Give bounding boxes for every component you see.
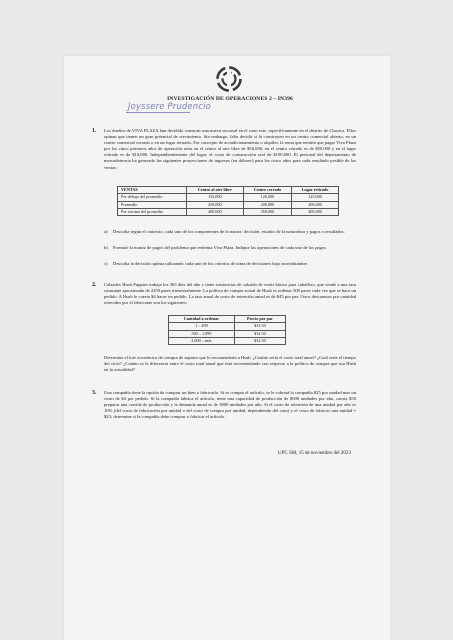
table-cell: 350,000 xyxy=(243,208,291,215)
question-1-text: Los dueños de VIVA PLAZA han decidido construir una nueva sucursal en el cono este, específicamente en el distrito de Chosica. Ellos opinan que tienen un gran potencial de crecimiento. Sin embargo, falta decidir si la construyen en un centro comercial abierto, en un centro comercial cerrado o en un lugar retirado. Por concepto de acondicionamiento o alquiler, la renta que tendría que pagar Viva Plaza por los cinco primeros años de operación seria en el centro al aire libre de $50,000, en el centro cerrado es de $50,000 y en el lugar retirado es de $10,000. Independientemente del lugar, el costo de construcción será de $100,000. El personal del departamento de mercadotecnia ha generado las siguientes proyecciones de ingresos (en dólares) para los cinco años para cada resultado posible de las ventas: xyxy=(104,128,356,170)
question-2-text: Calzados Hush Puppies trabaja los 365 días del año y tiene existencias de calzado de vestir básico para caballero, que vende a una tasa constante aproximada de 2250 pares trimestralmente. La política de compra actual de Hush es ordenar 500 pares cada vez que se hace un pedido. A Hush le cuesta $4 hacer un pedido. La tasa anual de costo de retención anual es de $45 por par. Otros descuentos por cantidad ofrecidos por el fabricante son los siguientes: xyxy=(104,282,356,306)
table-header-row xyxy=(118,187,339,194)
table-cell: 120,000 xyxy=(243,194,291,201)
university-logo xyxy=(216,66,242,92)
table-row xyxy=(118,201,339,208)
table-row xyxy=(169,323,286,330)
table-cell: $34.50 xyxy=(234,330,285,337)
question-2-question: Determine el lote económico de compra de zapatos que le recomendaría a Hush. ¿Cuánto sería el costo total anual? ¿Cuál sería el tiempo del ciclo? ¿Cuánto es la diferencia entre el costo total anual que está recomendando con respecto a la política de compra que usa Hush en la actualidad? xyxy=(104,355,356,373)
item-letter: b) xyxy=(104,245,108,250)
item-letter: a) xyxy=(104,229,108,234)
handwritten-name: Joyssere Prudencio xyxy=(128,101,211,111)
table-cell: 2,000 – más xyxy=(169,337,235,344)
table-cell: $33.50 xyxy=(234,323,285,330)
table-header: Cantidad a ordenar xyxy=(169,316,235,323)
item-text: Describa la decisión optima utilizando cada uno de los criterios de toma de decisiones bajo incertidumbre. xyxy=(113,261,309,266)
item-text: Describa según el contexto, cada uno de los componentes de la matriz: decisión, estados de la naturaleza y pagos o resultados. xyxy=(113,229,345,234)
table-cell: 250,000 xyxy=(186,201,243,208)
table-header: Centro cerrado xyxy=(243,187,291,194)
table-cell: $32.50 xyxy=(234,337,285,344)
table-cell: 500 – 1,999 xyxy=(169,330,235,337)
table-cell: Por encima del promedio xyxy=(118,208,187,215)
table-row xyxy=(169,330,286,337)
question-2-number: 2. xyxy=(92,282,97,288)
table-cell: Por debajo del promedio xyxy=(118,194,187,201)
table-header: VENTAS xyxy=(118,187,187,194)
table-cell: 135,000 xyxy=(186,194,243,201)
handwritten-underline xyxy=(126,112,190,113)
item-letter: c) xyxy=(104,261,108,266)
footer-date: UPC SM, 15 de noviembre del 2023 xyxy=(278,451,351,456)
table-cell: 400,000 xyxy=(186,208,243,215)
question-3-number: 3. xyxy=(92,390,97,396)
revenue-table xyxy=(117,186,339,216)
table-cell: 200,000 xyxy=(243,201,291,208)
table-header: Precio por par xyxy=(234,316,285,323)
table-cell: 400,000 xyxy=(291,208,338,215)
table-row xyxy=(118,208,339,215)
discount-table xyxy=(168,315,286,345)
table-header: Lugar retirado xyxy=(291,187,338,194)
table-header-row xyxy=(169,316,286,323)
table-row xyxy=(118,194,339,201)
table-cell: Promedio xyxy=(118,201,187,208)
table-cell: 125,000 xyxy=(291,194,338,201)
document-title: INVESTIGACIÓN DE OPERACIONES 2 – IN396 xyxy=(167,96,293,102)
table-header: Centro al aire libre xyxy=(186,187,243,194)
item-text: Formule la matriz de pagos del problema que enfrenta Viva Plaza. Indique las operaciones de cada uno de los pagos xyxy=(113,245,326,250)
question-1-number: 1. xyxy=(92,128,97,134)
question-3-text: Una compañía tiene la opción de comprar un bien o fabricarlo. Si se compra el artículo, se le cobrará la compañía $25 por unidad mas un costo de $4 por pedido. Si la compañía fabrica el artículo, tiene una capacidad de producción de 8000 unidades por año, cuesta $50 preparar una corrida de producción y la demanda anual es de 3000 unidades por año. Si el costo de retención de una unidad por año es 10% (del costo de fabricación por unidad o del costo de compra por unidad, dependiendo del caso) y el costo de fabricar una unidad = $23; determine si la compañía debe comprar o fabricar el artículo. xyxy=(104,390,356,420)
table-cell: 200,000 xyxy=(291,201,338,208)
table-cell: 1 – 499 xyxy=(169,323,235,330)
table-row xyxy=(169,337,286,344)
